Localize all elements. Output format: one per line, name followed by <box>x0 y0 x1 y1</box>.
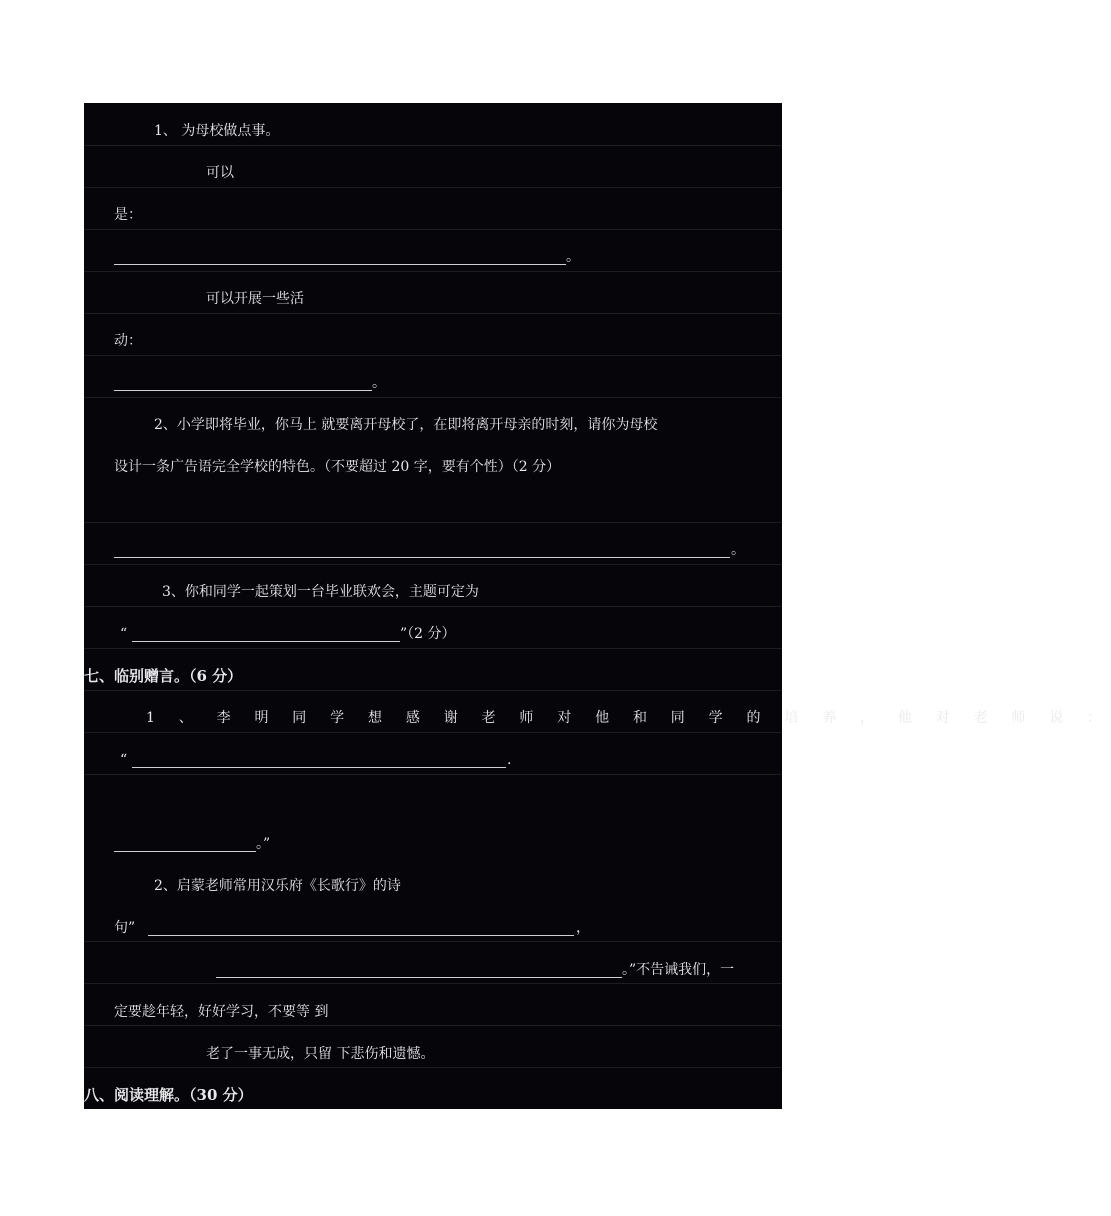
q1-blank2-period: 。 <box>372 375 386 391</box>
s7-q2-line-4: 定要趁年轻，好好学习，不要等 到 <box>114 1004 329 1020</box>
s7-q2-answer-blank-2[interactable] <box>216 977 622 978</box>
row-divider <box>84 774 782 775</box>
row-divider <box>84 397 782 398</box>
q2-answer-blank[interactable] <box>114 557 730 558</box>
row-divider <box>84 229 782 230</box>
row-divider <box>84 648 782 649</box>
s7-q2-ju: 句” <box>114 920 136 936</box>
q1-blank1-period: 。 <box>566 249 580 265</box>
q3-line-1: 3、你和同学一起策划一台毕业联欢会，主题可定为 <box>162 584 479 600</box>
row-divider <box>84 732 782 733</box>
row-divider <box>84 187 782 188</box>
s7-q1-answer-blank-1[interactable] <box>132 767 506 768</box>
row-divider <box>84 941 782 942</box>
q2-line-2: 设计一条广告语完全学校的特色。（不要超过 20 字，要有个性）（2 分） <box>114 459 561 475</box>
row-divider <box>84 355 782 356</box>
q3-open-quote: “ <box>120 626 128 642</box>
section-7-title: 七、临别赠言。（6 分） <box>84 667 243 685</box>
s7-q1-line-1: 1 、 李 明 同 学 想 感 谢 老 师 对 他 和 同 学 的 培 养 ， 他 对 老 师 说 ： <box>146 710 1111 726</box>
q3-answer-blank[interactable] <box>132 641 400 642</box>
row-divider <box>84 606 782 607</box>
row-divider <box>84 145 782 146</box>
row-divider <box>84 564 782 565</box>
row-divider <box>84 1025 782 1026</box>
worksheet-page <box>84 103 1111 1109</box>
q1-text: 1、 为母校做点事。 <box>154 123 280 139</box>
s7-q2-line-5: 老了一事无成，只留 下悲伤和遗憾。 <box>206 1046 435 1062</box>
q2-blank-period: 。 <box>731 542 745 558</box>
q1-activity-label: 动： <box>114 333 142 349</box>
s7-q1-end: 。” <box>256 836 271 852</box>
s7-q2-line-1: 2、启蒙老师常用汉乐府《长歌行》的诗 <box>154 878 401 894</box>
q2-line-1: 2、小学即将毕业，你马上 就要离开母校了，在即将离开母亲的时刻，请你为母校 <box>154 417 658 433</box>
row-divider <box>84 313 782 314</box>
s7-q2-line-3-end: 。”不告诫我们，一 <box>622 962 735 978</box>
s7-q1-dot: . <box>507 752 512 768</box>
s7-q2-comma: ， <box>576 920 590 936</box>
row-divider <box>84 690 782 691</box>
row-divider <box>84 983 782 984</box>
q1-answer-blank-1[interactable] <box>114 264 566 265</box>
s7-q2-answer-blank-1[interactable] <box>148 935 574 936</box>
row-divider <box>84 271 782 272</box>
q1-answer-blank-2[interactable] <box>114 390 372 391</box>
q1-activity-text: 可以开展一些活 <box>206 291 304 307</box>
q3-close: ”（2 分） <box>400 626 456 642</box>
row-divider <box>84 522 782 523</box>
q1-is-label: 是： <box>114 207 142 223</box>
s7-q1-answer-blank-2[interactable] <box>114 851 256 852</box>
q1-can-be: 可以 <box>206 165 234 181</box>
row-divider <box>84 1067 782 1068</box>
s7-q1-open-quote: “ <box>120 752 128 768</box>
section-8-title: 八、阅读理解。（30 分） <box>84 1086 253 1104</box>
